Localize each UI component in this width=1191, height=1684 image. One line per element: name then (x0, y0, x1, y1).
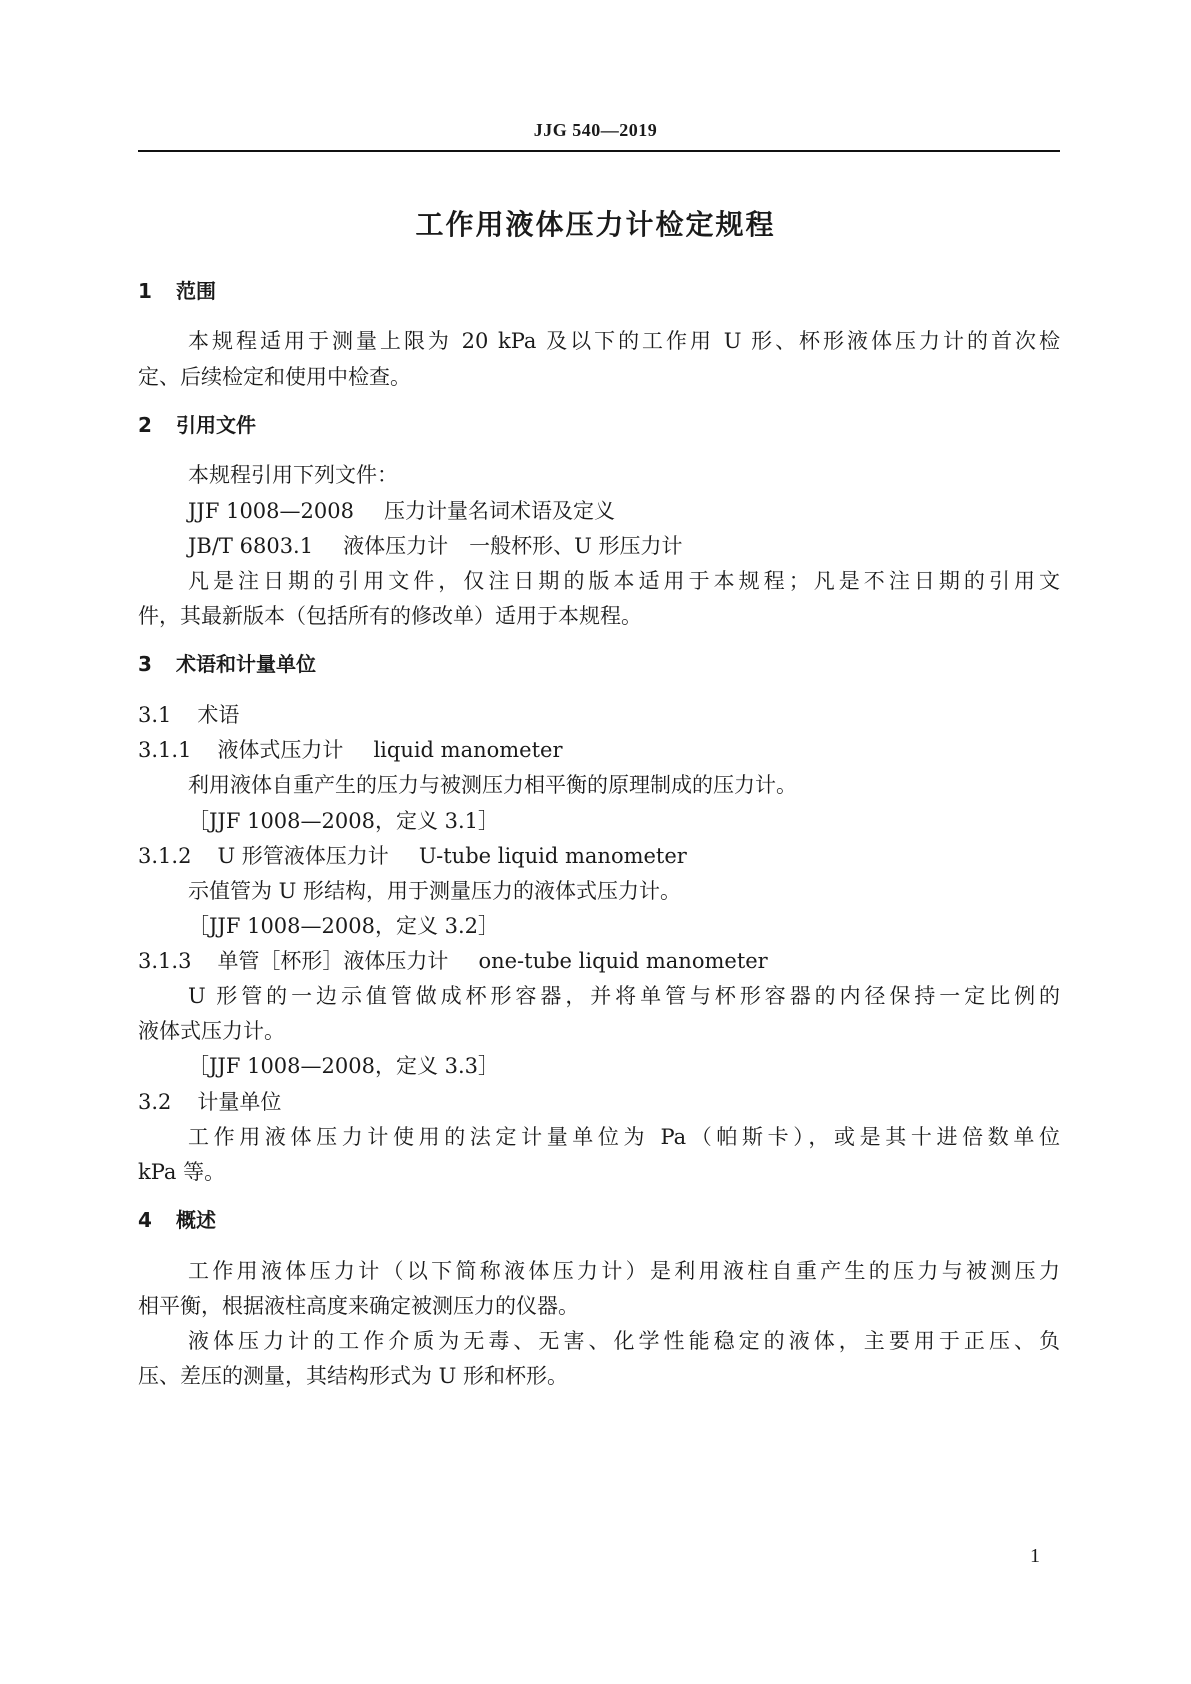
term-title: 单管［杯形］液体压力计 (217, 949, 449, 973)
section-3-heading (138, 649, 316, 679)
reference-title: 压力计量名词术语及定义 (383, 499, 615, 523)
paragraph-line: 凡是注日期的引用文件，仅注日期的版本适用于本规程；凡是不注日期的引用文 (188, 569, 1060, 593)
paragraph-line: 工作用液体压力计使用的法定计量单位为 Pa（帕斯卡），或是其十进倍数单位 (188, 1125, 1060, 1149)
term-definition: 示值管为 U 形结构，用于测量压力的液体式压力计。 (188, 879, 682, 903)
term-title: 液体式压力计 (217, 738, 344, 762)
section-number: 2 (138, 413, 152, 437)
paragraph-line: 本规程引用下列文件： (188, 463, 398, 487)
section-2-heading (138, 410, 256, 440)
section-title: 范围 (176, 279, 216, 303)
term-3-1-1-heading (138, 735, 1060, 765)
term-english: liquid manometer (373, 738, 563, 762)
subsection-3-2-heading (138, 1087, 1060, 1117)
paragraph-line: 定、后续检定和使用中检查。 (138, 365, 411, 389)
reference-code: JJF 1008—2008 (188, 499, 354, 523)
paragraph-line: 工作用液体压力计（以下简称液体压力计）是利用液柱自重产生的压力与被测压力 (188, 1259, 1060, 1283)
term-source: ［JJF 1008—2008，定义 3.3］ (188, 1054, 500, 1078)
subsection-title: 术语 (197, 703, 240, 727)
section-number: 1 (138, 279, 152, 303)
subsection-3-1-heading (138, 700, 1060, 730)
section-title: 引用文件 (176, 413, 256, 437)
paragraph-line: 压、差压的测量，其结构形式为 U 形和杯形。 (138, 1364, 569, 1388)
reference-title: 液体压力计 一般杯形、U 形压力计 (343, 534, 683, 558)
term-3-1-2-heading (138, 841, 1060, 871)
standard-code-header: JJG 540—2019 (533, 120, 658, 140)
term-source: ［JJF 1008—2008，定义 3.2］ (188, 914, 500, 938)
reference-item (188, 531, 1060, 561)
term-definition: 液体式压力计。 (138, 1019, 285, 1043)
document-title: 工作用液体压力计检定规程 (415, 208, 776, 241)
term-definition: U 形管的一边示值管做成杯形容器，并将单管与杯形容器的内径保持一定比例的 (188, 984, 1060, 1008)
paragraph-line: 液体压力计的工作介质为无毒、无害、化学性能稳定的液体，主要用于正压、负 (188, 1329, 1060, 1353)
paragraph-line: 相平衡，根据液柱高度来确定被测压力的仪器。 (138, 1294, 579, 1318)
term-3-1-3-heading (138, 946, 1060, 976)
term-definition: 利用液体自重产生的压力与被测压力相平衡的原理制成的压力计。 (188, 773, 797, 797)
section-1-heading (138, 276, 216, 306)
section-number: 3 (138, 652, 152, 676)
term-title: U 形管液体压力计 (217, 844, 389, 868)
header-rule (138, 150, 1060, 152)
page-number: 1 (1030, 1545, 1040, 1567)
term-number: 3.1.2 (138, 844, 192, 868)
section-title: 概述 (176, 1208, 216, 1232)
paragraph-line: 本规程适用于测量上限为 20 kPa 及以下的工作用 U 形、杯形液体压力计的首次检 (188, 329, 1060, 353)
subsection-title: 计量单位 (197, 1090, 282, 1114)
term-number: 3.1.1 (138, 738, 192, 762)
subsection-number: 3.2 (138, 1090, 172, 1114)
term-number: 3.1.3 (138, 949, 192, 973)
section-number: 4 (138, 1208, 152, 1232)
paragraph-line: kPa 等。 (138, 1160, 226, 1184)
section-title: 术语和计量单位 (176, 652, 316, 676)
paragraph-line: 件，其最新版本（包括所有的修改单）适用于本规程。 (138, 604, 642, 628)
reference-item (188, 496, 1060, 526)
term-english: U-tube liquid manometer (418, 844, 687, 868)
term-source: ［JJF 1008—2008，定义 3.1］ (188, 809, 500, 833)
reference-code: JB/T 6803.1 (188, 534, 314, 558)
term-english: one-tube liquid manometer (478, 949, 768, 973)
section-4-heading (138, 1205, 216, 1235)
subsection-number: 3.1 (138, 703, 172, 727)
